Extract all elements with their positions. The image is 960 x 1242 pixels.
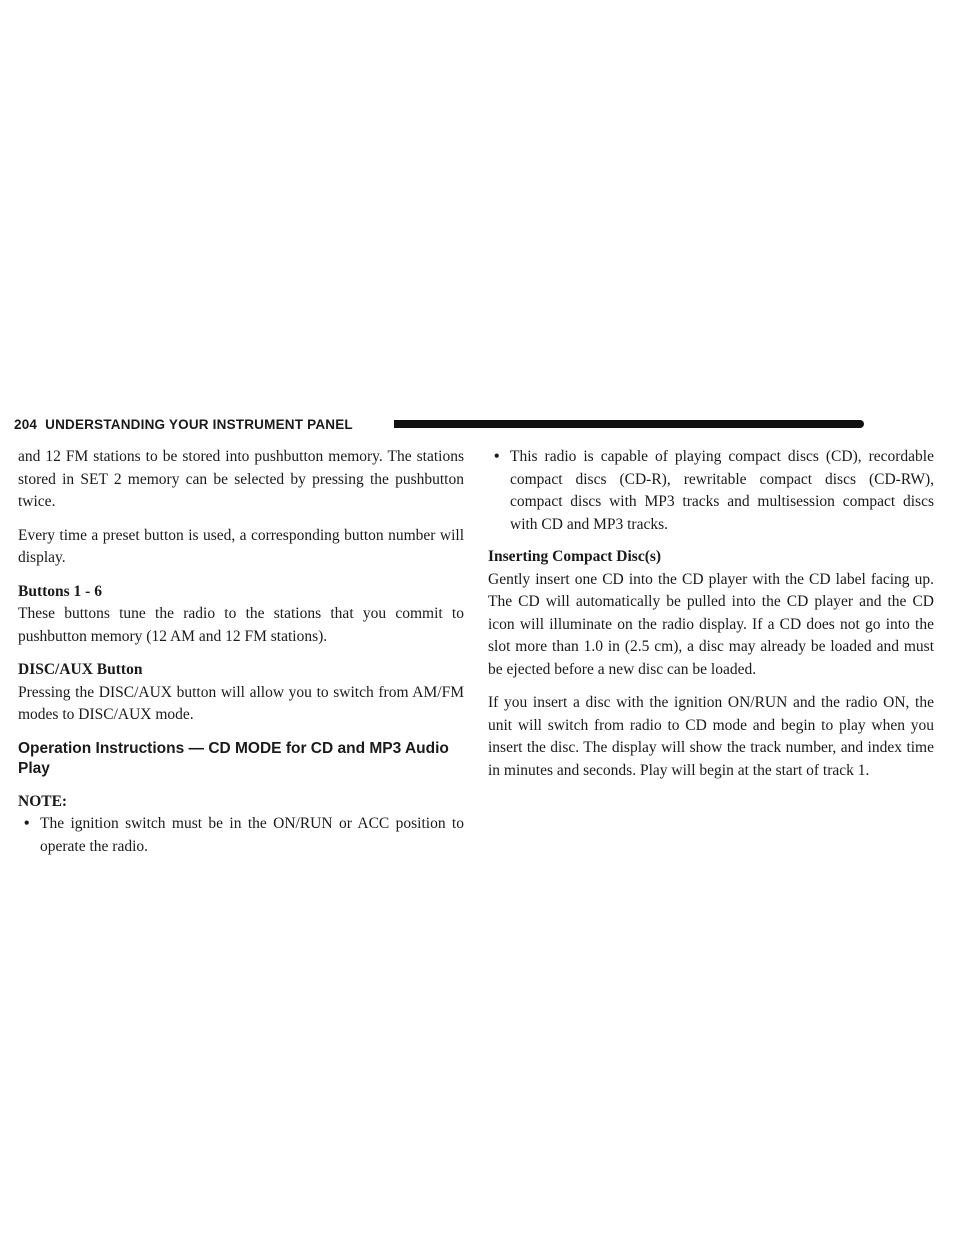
paragraph-buttons-1-6: These buttons tune the radio to the stations that you commit to pushbutton memory (12 AM and 12 FM stations). — [18, 605, 464, 645]
bullet-text-disc-types: This radio is capable of playing compact discs (CD), recordable compact discs (CD-R), rewritable compact discs (CD-RW), compact discs with MP3 tracks and multisession compact discs with CD and MP3 tracks. — [510, 448, 934, 533]
note-label: NOTE: — [18, 792, 68, 810]
subheading-buttons-1-6: Buttons 1 - 6 — [18, 582, 102, 600]
chapter-title: UNDERSTANDING YOUR INSTRUMENT PANEL — [45, 417, 353, 432]
subheading-disc-aux: DISC/AUX Button — [18, 661, 143, 678]
list-item — [488, 446, 934, 536]
list-item — [18, 813, 464, 858]
subheading-inserting-cd: Inserting Compact Disc(s) — [488, 548, 662, 565]
section-heading-cd-mode: Operation Instructions — CD MODE for CD and MP3 Audio Play — [18, 739, 449, 777]
paragraph-inserting-cd: Gently insert one CD into the CD player with the CD label facing up. The CD will automatically be pulled into the CD player and the CD icon will illuminate on the radio display. If a CD does not go into the slot more than 1.0 in (2.5 cm), a disc may already be loaded and must be ejected before a new disc can be loaded. — [488, 570, 934, 678]
right-column — [488, 446, 934, 782]
page-header-text — [14, 416, 361, 434]
paragraph-disc-aux: Pressing the DISC/AUX button will allow you to switch from AM/FM modes to DISC/AUX mode. — [18, 683, 464, 723]
bullet-text-ignition: The ignition switch must be in the ON/RUN or ACC position to operate the radio. — [40, 815, 464, 855]
paragraph-cd-play-start: If you insert a disc with the ignition ON/RUN and the radio ON, the unit will switch from radio to CD mode and begin to play when you insert the disc. The display will show the track number, and index time in minutes and seconds. Play will begin at the start of track 1. — [488, 694, 934, 779]
page-number: 204 — [14, 417, 38, 432]
paragraph-set2-memory: and 12 FM stations to be stored into pushbutton memory. The stations stored in SET 2 memory can be selected by pressing the pushbutton twice. — [18, 448, 464, 510]
left-column — [18, 446, 464, 858]
page-header — [14, 416, 864, 434]
paragraph-preset-display: Every time a preset button is used, a corresponding button number will display. — [18, 526, 464, 566]
bullet-icon: • — [494, 448, 500, 465]
bullet-icon: • — [24, 815, 30, 832]
header-rule — [394, 420, 864, 428]
